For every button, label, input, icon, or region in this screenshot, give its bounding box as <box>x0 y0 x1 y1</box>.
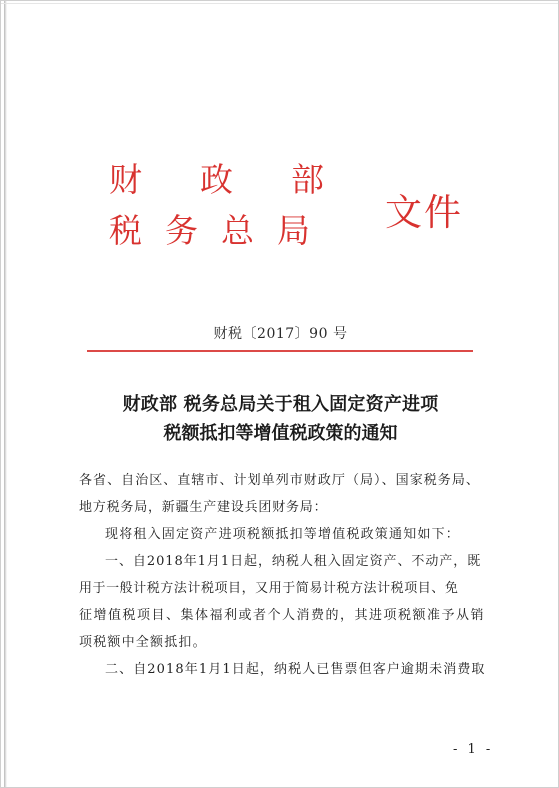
body-line: 地方税务局，新疆生产建设兵团财务局： <box>79 500 328 515</box>
scan-edge <box>4 1 7 787</box>
body-line: 征增值税项目、集体福利或者个人消费的，其进项税额准予从销 <box>79 608 486 623</box>
body-line: 项税额中全额抵扣。 <box>79 635 207 650</box>
body-line: 现将租入固定资产进项税额抵扣等增值税政策通知如下： <box>105 527 461 542</box>
page-number: - 1 - <box>453 742 494 757</box>
body-line: 各省、自治区、直辖市、计划单列市财政厅（局）、国家税务局、 <box>79 473 480 488</box>
issuer-line-1: 财政部 <box>109 160 382 199</box>
red-divider <box>87 350 473 352</box>
body-line: 二、自2018年1月1日起，纳税人已售票但客户逾期未消费取 <box>105 662 486 677</box>
title-line-1: 财政部 税务总局关于租入固定资产进项 <box>122 394 439 415</box>
document-number: 财税〔2017〕90 号 <box>213 326 348 342</box>
title-line-2: 税额抵扣等增值税政策的通知 <box>163 423 398 444</box>
issuer-suffix: 文件 <box>385 191 463 234</box>
issuer-line-2: 税务总局 <box>109 211 333 250</box>
body-line: 用于一般计税方法计税项目，又用于简易计税方法计税项目、免 <box>79 581 459 596</box>
scan-top-edge <box>1 3 558 4</box>
body-line: 一、自2018年1月1日起，纳税人租入固定资产、不动产，既 <box>105 554 482 569</box>
